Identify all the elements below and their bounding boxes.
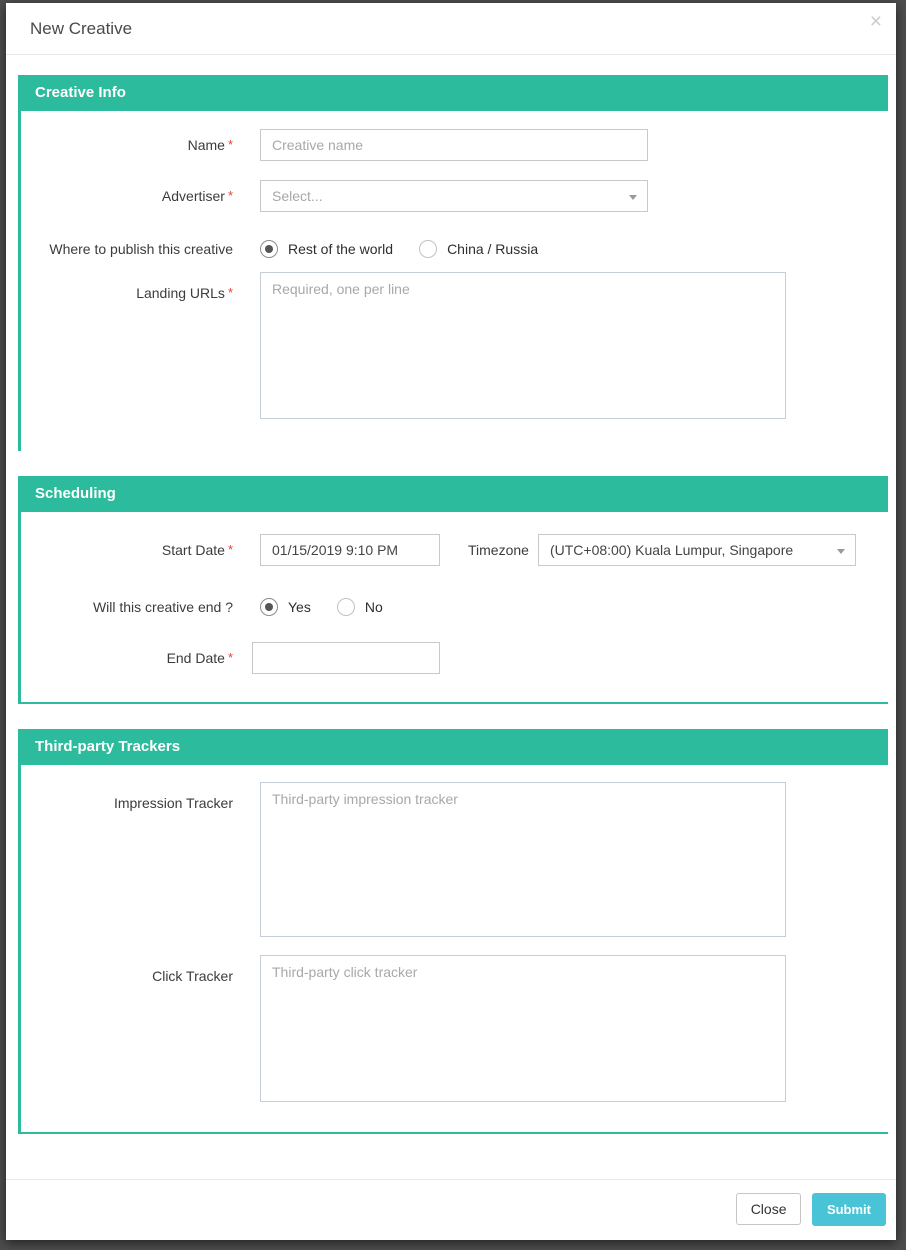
click-tracker-label: Click Tracker <box>152 968 233 984</box>
required-asterisk: * <box>227 650 233 665</box>
radio-icon[interactable] <box>419 240 437 258</box>
scheduling-body <box>18 512 888 704</box>
advertiser-label <box>21 180 233 212</box>
start-date-control <box>260 534 856 566</box>
name-control <box>260 129 648 161</box>
radio-label: China / Russia <box>447 241 539 257</box>
chevron-down-icon <box>837 549 845 554</box>
will-end-label: Will this creative end ? <box>92 599 233 615</box>
trackers-body <box>18 765 888 1134</box>
landing-urls-row <box>21 272 888 419</box>
modal-footer <box>6 1179 896 1240</box>
radio-icon[interactable] <box>260 240 278 258</box>
modal-header <box>6 3 896 55</box>
name-label-text: Name <box>187 137 225 153</box>
radio-label: Rest of the world <box>288 241 394 257</box>
required-asterisk: * <box>227 137 233 152</box>
end-date-label-text: End Date <box>166 650 225 666</box>
name-input[interactable] <box>260 129 648 161</box>
required-asterisk: * <box>227 188 233 203</box>
advertiser-select-value: Select... <box>272 188 323 204</box>
start-date-row <box>21 534 888 566</box>
impression-tracker-row <box>21 782 888 937</box>
radio-china-russia[interactable] <box>419 240 538 258</box>
landing-urls-label <box>21 272 233 419</box>
radio-label: Yes <box>288 599 311 615</box>
landing-urls-label-text: Landing URLs <box>136 285 225 301</box>
radio-rest-of-world[interactable] <box>260 240 393 258</box>
start-date-label <box>21 534 233 566</box>
publish-row <box>21 236 888 258</box>
publish-radio-group <box>260 236 564 258</box>
end-date-control <box>252 642 440 674</box>
page-title: New Creative <box>30 19 133 38</box>
start-date-input[interactable] <box>260 534 440 566</box>
close-icon[interactable]: × <box>869 10 882 33</box>
impression-tracker-control <box>260 782 786 937</box>
radio-no[interactable] <box>337 598 383 616</box>
new-creative-modal <box>6 3 896 1240</box>
close-button[interactable]: Close <box>736 1193 802 1225</box>
name-row <box>21 129 888 161</box>
submit-button[interactable]: Submit <box>812 1193 886 1226</box>
publish-label: Where to publish this creative <box>49 241 233 257</box>
section-scheduling <box>18 476 888 704</box>
impression-tracker-textarea[interactable] <box>260 782 786 937</box>
scheduling-header: Scheduling <box>18 476 888 512</box>
required-asterisk: * <box>227 542 233 557</box>
trackers-header: Third-party Trackers <box>18 729 888 765</box>
section-creative-info <box>18 75 888 451</box>
radio-yes[interactable] <box>260 598 311 616</box>
modal-body <box>6 55 896 1134</box>
radio-label: No <box>364 599 383 615</box>
advertiser-select[interactable] <box>260 180 648 212</box>
will-end-radio-group <box>260 594 409 616</box>
radio-icon[interactable] <box>337 598 355 616</box>
advertiser-row <box>21 180 888 212</box>
click-tracker-textarea[interactable] <box>260 955 786 1102</box>
will-end-row <box>21 594 888 616</box>
click-tracker-row <box>21 955 888 1102</box>
chevron-down-icon <box>629 195 637 200</box>
end-date-row <box>21 642 888 674</box>
timezone-select[interactable] <box>538 534 856 566</box>
landing-urls-control <box>260 272 786 419</box>
click-tracker-control <box>260 955 786 1102</box>
end-date-label <box>21 642 233 674</box>
impression-tracker-label: Impression Tracker <box>113 795 233 811</box>
end-date-input[interactable] <box>252 642 440 674</box>
section-third-party-trackers <box>18 729 888 1134</box>
advertiser-control <box>260 180 648 212</box>
timezone-label: Timezone <box>468 542 529 558</box>
start-date-label-text: Start Date <box>161 542 225 558</box>
required-asterisk: * <box>227 285 233 300</box>
advertiser-label-text: Advertiser <box>161 188 225 204</box>
timezone-select-value: (UTC+08:00) Kuala Lumpur, Singapore <box>549 542 794 558</box>
name-label <box>21 129 233 161</box>
radio-icon[interactable] <box>260 598 278 616</box>
creative-info-header: Creative Info <box>18 75 888 111</box>
landing-urls-textarea[interactable] <box>260 272 786 419</box>
creative-info-body <box>18 111 888 451</box>
